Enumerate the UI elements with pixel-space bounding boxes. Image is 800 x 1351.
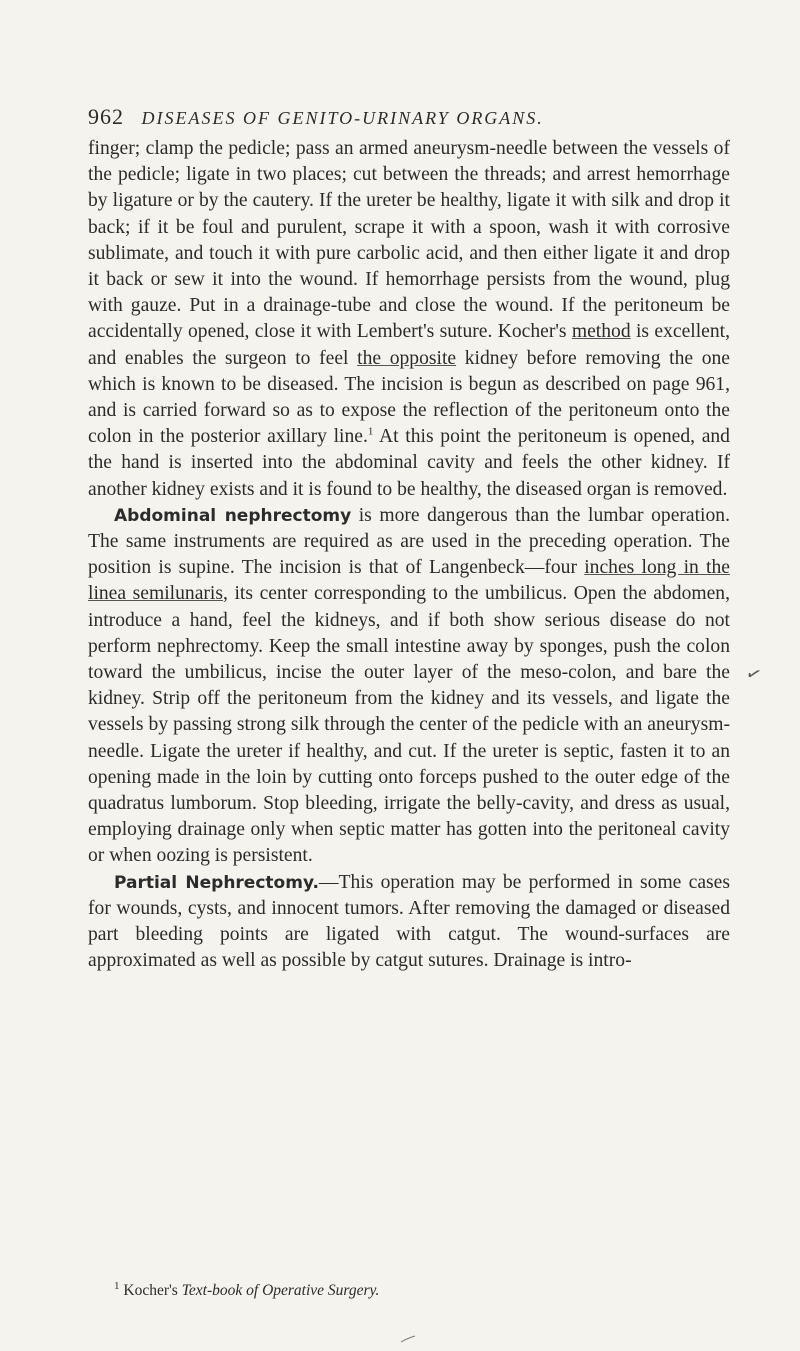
text-run: is excellent, and enables the surgeon to feel [88, 321, 730, 369]
text-run: —This operation may be performed in some cases for wounds, cysts, and innocent tumors. After removing the damaged or diseased part bleeding points are ligated with catgut. The wound-surfaces are approximated as well as possible by catgut sutures. Drainage is intro- [88, 871, 730, 972]
underlined-phrase: the opposite [357, 347, 457, 369]
page-number: 962 [88, 104, 124, 129]
running-title: DISEASES OF GENITO-URINARY ORGANS. [141, 108, 544, 128]
footnote-marker: 1 [114, 1279, 120, 1292]
paragraph [88, 870, 730, 975]
text-run: is more dangerous than the lumbar operation. The same instruments are required as are used in the preceding operation. The position is supine. The incision is that of Langenbeck—four [88, 504, 730, 579]
run-in-heading: Partial Nephrectomy. [114, 872, 319, 893]
footnote [114, 1279, 714, 1300]
margin-check-mark: ✓ [743, 662, 765, 687]
footnote-author: Kocher's [123, 1282, 178, 1299]
footnote-work: Text-book of Operative Surgery. [181, 1282, 380, 1299]
text-run: kidney before removing the one which is known to be diseased. The incision is begun as described on page 961, and is carried forward so as to expose the reflection of the peritoneum onto the colon in the posterior axillary line. [88, 347, 731, 448]
underlined-phrase: inches long in the linea semilunaris [88, 557, 730, 605]
run-in-heading: Abdominal nephrectomy [114, 505, 352, 526]
body-text [88, 136, 730, 975]
footnote-reference: 1 [367, 425, 374, 438]
paragraph [88, 503, 730, 870]
underlined-phrase: method [571, 321, 631, 343]
text-run: At this point the peritoneum is opened, and the hand is inserted into the abdominal cavity and feels the other kidney. If another kidney exists and it is found to be healthy, the diseased organ is removed. [88, 426, 730, 500]
paragraph [88, 136, 730, 503]
text-run: , its center corresponding to the umbilicus. Open the abdomen, introduce a hand, feel the kidneys, and if both show serious disease do not perform nephrectomy. Keep the small intestine away by sponges, push the colon toward the umbilicus, incise the outer layer of the meso-colon, and bare the kidney. Strip off the peritoneum from the kidney and its vessels, and ligate the vessels by passing strong silk through the center of the pedicle with an aneurysm-needle. Ligate the ureter if healthy, and cut. If the ureter is septic, fasten it to an opening made in the loin by cutting onto forceps pushed to the outer edge of the quadratus lumborum. Stop bleeding, irrigate the belly-cavity, and dress as usual, employing drainage only when septic matter has gotten into the peritoneal cavity or when oozing is persistent. [88, 583, 731, 867]
text-run: finger; clamp the pedicle; pass an armed aneurysm-needle between the vessels of the pedicle; ligate in two places; cut between the threads; and arrest hemorrhage by ligature or by the cautery. If the ureter be healthy, ligate it with silk and drop it back; if it be foul and purulent, scrape it with a spoon, wash it with corrosive sublimate, and touch it with pure carbolic acid, and then either ligate it and drop it back or sew it into the wound. If hemorrhage persists from the wound, plug with gauze. Put in a drainage-tube and close the wound. If the peritoneum be accidentally opened, close it with Lembert's suture. Kocher's [88, 138, 730, 343]
running-head [88, 104, 728, 130]
pencil-mark [400, 1335, 416, 1343]
